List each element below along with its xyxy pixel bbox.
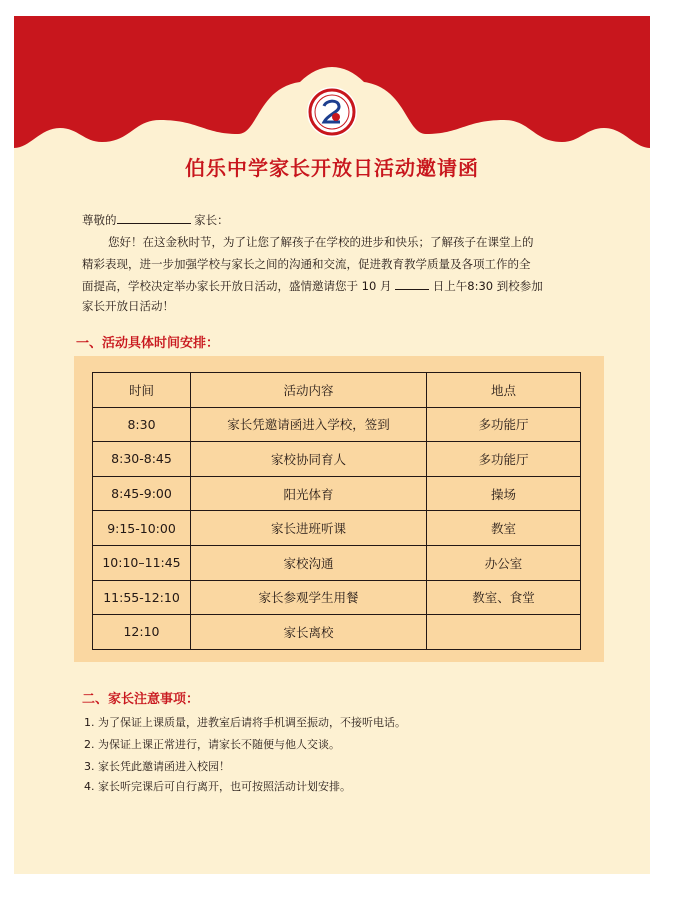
section-heading-schedule: 一、活动具体时间安排： — [76, 336, 220, 351]
greeting-suffix: 家长： — [194, 213, 229, 227]
cell-time: 8:30 — [93, 407, 191, 442]
section-heading-notes: 二、家长注意事项： — [82, 692, 200, 707]
greeting-prefix: 尊敬的 — [82, 213, 117, 227]
table-row — [93, 615, 581, 650]
table-row — [93, 580, 581, 615]
cell-location: 办公室 — [427, 545, 581, 580]
cell-location: 多功能厅 — [427, 407, 581, 442]
page-title: 伯乐中学家长开放日活动邀请函 — [185, 156, 479, 180]
intro-line-1: 您好！在这金秋时节，为了让您了解孩子在学校的进步和快乐；了解孩子在课堂上的 — [108, 235, 534, 249]
cell-activity: 家校沟通 — [191, 545, 427, 580]
table-row — [93, 511, 581, 546]
header-time: 时间 — [93, 373, 191, 408]
intro-line-3-text: 面提高，学校决定举办家长开放日活动，盛情邀请您于 10 月 — [82, 279, 392, 293]
table-row — [93, 545, 581, 580]
table-row — [93, 476, 581, 511]
cell-location: 操场 — [427, 476, 581, 511]
intro-line-3-tail: 日上午8:30 到校参加 — [432, 279, 543, 293]
schedule-panel — [74, 356, 604, 662]
note-item: 3. 家长凭此邀请函进入校园！ — [84, 760, 230, 773]
parent-name-blank[interactable] — [117, 211, 191, 224]
schedule-table — [92, 372, 581, 650]
intro-line-2: 精彩表现，进一步加强学校与家长之间的沟通和交流，促进教育教学质量及各项工作的全 — [82, 257, 531, 271]
cell-time: 11:55-12:10 — [93, 580, 191, 615]
intro-line-3 — [82, 276, 543, 297]
cell-location: 多功能厅 — [427, 442, 581, 477]
table-row — [93, 407, 581, 442]
cell-activity: 家校协同育人 — [191, 442, 427, 477]
cell-location: 教室、食堂 — [427, 580, 581, 615]
cell-activity: 家长离校 — [191, 615, 427, 650]
greeting — [82, 210, 229, 231]
cell-time: 9:15-10:00 — [93, 511, 191, 546]
cell-location: 教室 — [427, 511, 581, 546]
school-logo-icon — [306, 86, 358, 138]
note-item: 1. 为了保证上课质量，进教室后请将手机调至振动，不接听电话。 — [84, 716, 406, 729]
cell-activity: 家长参观学生用餐 — [191, 580, 427, 615]
note-item: 2. 为保证上课正常进行，请家长不随便与他人交谈。 — [84, 738, 340, 751]
header-activity: 活动内容 — [191, 373, 427, 408]
cell-time: 12:10 — [93, 615, 191, 650]
date-blank[interactable] — [395, 277, 429, 290]
cell-time: 8:30-8:45 — [93, 442, 191, 477]
cell-activity: 家长进班听课 — [191, 511, 427, 546]
cell-activity: 阳光体育 — [191, 476, 427, 511]
cell-time: 10:10–11:45 — [93, 545, 191, 580]
cell-location — [427, 615, 581, 650]
intro-line-4: 家长开放日活动！ — [82, 299, 174, 313]
invitation-card — [14, 16, 650, 874]
header-location: 地点 — [427, 373, 581, 408]
table-row — [93, 442, 581, 477]
cell-activity: 家长凭邀请函进入学校，签到 — [191, 407, 427, 442]
cell-time: 8:45-9:00 — [93, 476, 191, 511]
table-header-row — [93, 373, 581, 408]
note-item: 4. 家长听完课后可自行离开，也可按照活动计划安排。 — [84, 780, 351, 793]
